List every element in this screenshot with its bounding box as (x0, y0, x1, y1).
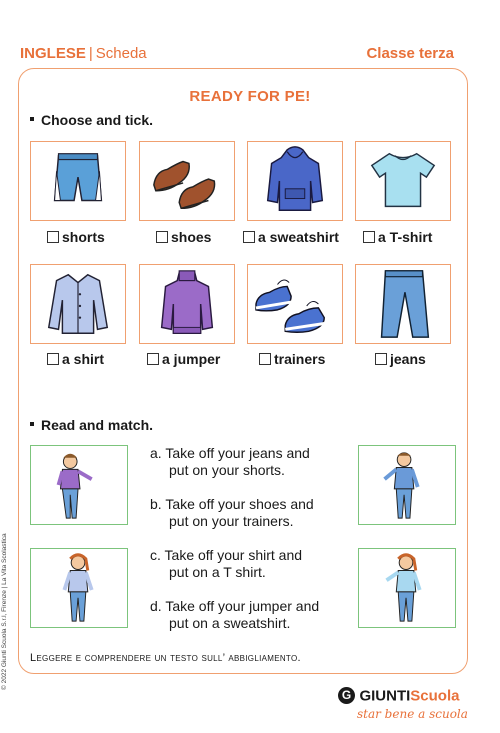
option-tshirt[interactable] (363, 229, 432, 245)
jumper-picture (139, 264, 235, 344)
section-match-heading (30, 417, 153, 433)
bullet-icon (30, 117, 34, 121)
sentence-line: Take off your jeans and (165, 445, 310, 461)
option-shorts[interactable] (47, 229, 105, 245)
publisher-logo (338, 687, 459, 705)
checkbox-sweatshirt[interactable] (243, 231, 255, 243)
sentence-b (150, 496, 314, 530)
section-match-text: Read and match. (41, 417, 154, 433)
jumper-icon (140, 265, 234, 343)
sentence-letter: a. (150, 445, 162, 461)
sentence-line: Take off your shirt and (164, 547, 303, 563)
checkbox-trainers[interactable] (259, 353, 271, 365)
label-jumper: a jumper (162, 351, 221, 367)
sentence-letter: b. (150, 496, 162, 512)
logo-mark-icon: G (338, 687, 355, 704)
boy-sweatshirt-icon (359, 446, 455, 524)
sheet-type-label: Scheda (95, 45, 147, 62)
option-sweatshirt[interactable] (243, 229, 339, 245)
shoes-picture (139, 141, 235, 221)
label-shoes: shoes (171, 229, 212, 245)
label-tshirt: a T-shirt (378, 229, 433, 245)
copyright-notice: © 2022 Giunti Scuola S.r.l, Firenze | La Vita Scolastica (1, 533, 8, 690)
tshirt-icon (356, 142, 450, 220)
option-shirt[interactable] (47, 351, 104, 367)
match-picture-1[interactable] (30, 445, 128, 525)
sentence-line: Take off your shoes and (165, 496, 314, 512)
girl-shirt-jeans-icon (31, 549, 127, 627)
match-picture-4[interactable] (358, 548, 456, 628)
sweatshirt-icon (248, 142, 342, 220)
header-separator: | (88, 45, 93, 62)
checkbox-shirt[interactable] (47, 353, 59, 365)
child-jumper-jeans-icon (31, 446, 127, 524)
logo-word-scuola: Scuola (410, 687, 460, 705)
section-choose-heading (30, 112, 153, 128)
logo-word-giunti: GIUNTI (359, 687, 411, 705)
sentence-a (150, 445, 310, 479)
sentence-line: put on a sweatshirt. (169, 615, 291, 631)
trainers-icon (248, 265, 342, 343)
sentence-line: Take off your jumper and (165, 598, 320, 614)
match-picture-2[interactable] (30, 548, 128, 628)
label-jeans: jeans (390, 351, 426, 367)
jeans-icon (356, 265, 450, 343)
option-jumper[interactable] (147, 351, 220, 367)
page-title: READY FOR PE! (189, 88, 311, 105)
sentence-letter: c. (150, 547, 161, 563)
label-shorts: shorts (62, 229, 105, 245)
girl-tshirt-icon (359, 549, 455, 627)
match-picture-3[interactable] (358, 445, 456, 525)
shoes-icon (140, 142, 234, 220)
checkbox-tshirt[interactable] (363, 231, 375, 243)
checkbox-shoes[interactable] (156, 231, 168, 243)
shorts-picture (30, 141, 126, 221)
subject-header (20, 45, 147, 62)
section-choose-text: Choose and tick. (41, 112, 154, 128)
jeans-picture (355, 264, 451, 344)
shirt-icon (31, 265, 125, 343)
option-jeans[interactable] (375, 351, 426, 367)
logo-tagline: star bene a scuola (357, 707, 468, 721)
sentence-line: put on a T shirt. (169, 564, 266, 580)
option-shoes[interactable] (156, 229, 211, 245)
shorts-icon (31, 142, 125, 220)
trainers-picture (247, 264, 343, 344)
sentence-c (150, 547, 302, 581)
checkbox-shorts[interactable] (47, 231, 59, 243)
learning-objective: Leggere e comprendere un testo sull’ abbigliamento. (30, 652, 301, 664)
subject-label: INGLESE (20, 45, 86, 62)
sentence-d (150, 598, 319, 632)
label-trainers: trainers (274, 351, 326, 367)
class-label: Classe terza (366, 45, 454, 62)
checkbox-jeans[interactable] (375, 353, 387, 365)
bullet-icon (30, 422, 34, 426)
label-sweatshirt: a sweatshirt (258, 229, 339, 245)
sentence-letter: d. (150, 598, 162, 614)
option-trainers[interactable] (259, 351, 325, 367)
checkbox-jumper[interactable] (147, 353, 159, 365)
sentence-line: put on your trainers. (169, 513, 294, 529)
sentence-line: put on your shorts. (169, 462, 285, 478)
shirt-picture (30, 264, 126, 344)
tshirt-picture (355, 141, 451, 221)
label-shirt: a shirt (62, 351, 105, 367)
sweatshirt-picture (247, 141, 343, 221)
